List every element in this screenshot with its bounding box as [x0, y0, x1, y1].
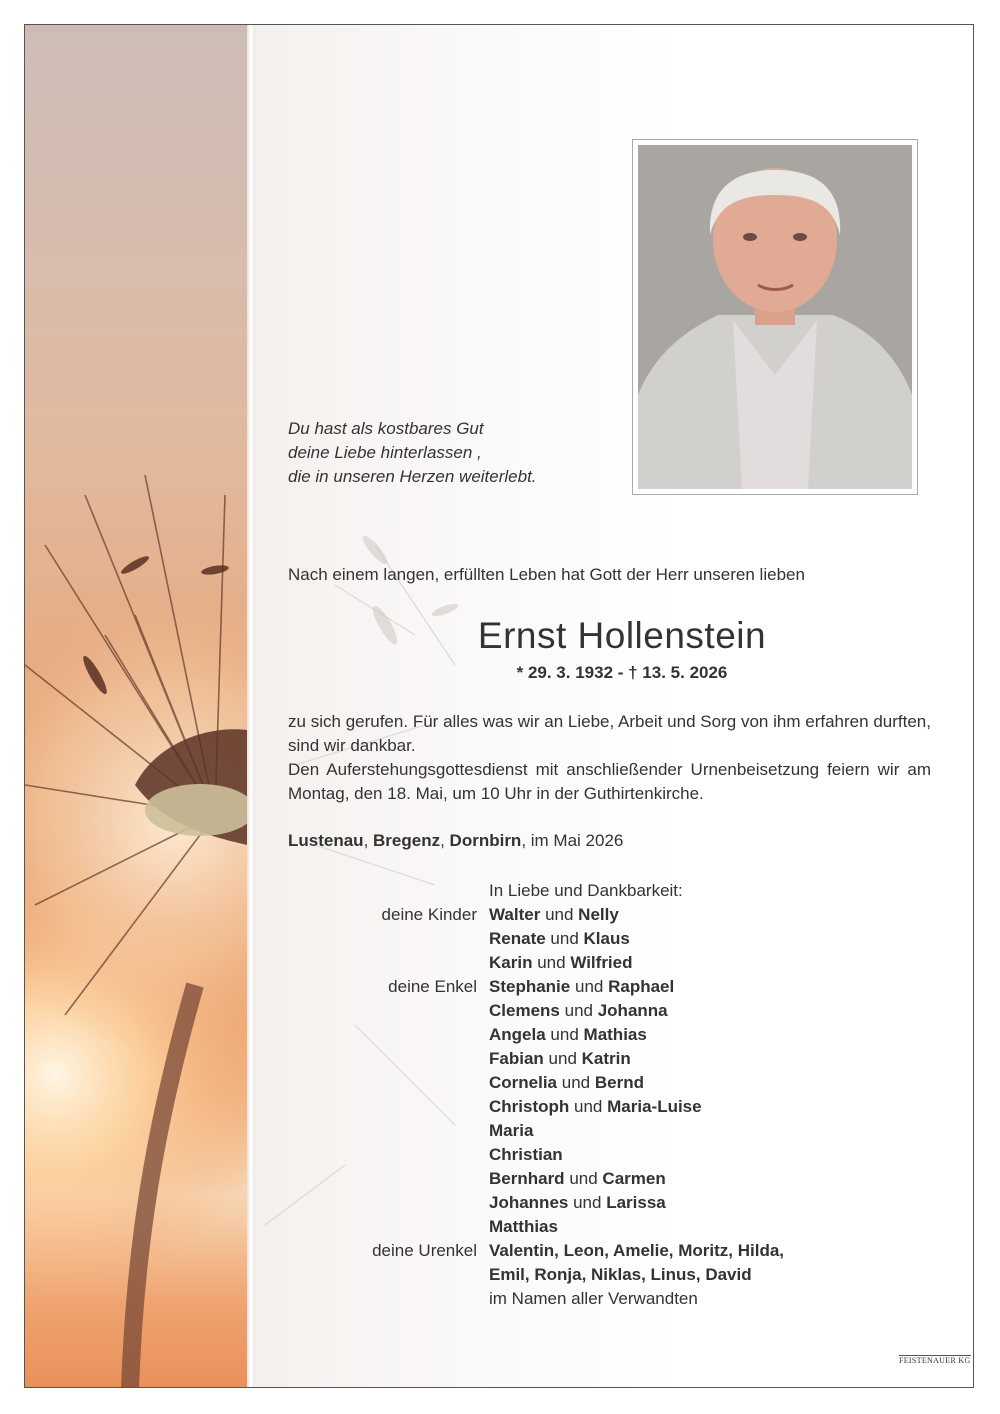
person-name: Larissa: [606, 1193, 666, 1212]
portrait-photo: [638, 145, 912, 489]
kinder-row: [288, 951, 956, 975]
poem-line: die in unseren Herzen weiterlebt.: [288, 467, 537, 486]
person-name: Karin: [489, 953, 533, 972]
urenkel-row: [288, 1263, 956, 1287]
enkel-row: [288, 1023, 956, 1047]
person-name: Bernd: [594, 1073, 644, 1092]
logo-suffix: KG: [958, 1356, 971, 1365]
urenkel-label: deine Urenkel: [372, 1241, 477, 1260]
person-name: Christian: [489, 1145, 563, 1164]
person-name: Mathias: [583, 1025, 647, 1044]
logo-name: FEISTENAUER: [899, 1356, 957, 1365]
conjunction: und: [550, 1025, 579, 1044]
enkel-row: [288, 999, 956, 1023]
places-line: [288, 831, 623, 851]
separator: ,: [440, 831, 450, 850]
urenkel-names: Emil, Ronja, Niklas, Linus, David: [489, 1265, 752, 1284]
enkel-row: [288, 1119, 956, 1143]
closing-row: [288, 1287, 956, 1311]
person-name: Johannes: [489, 1193, 569, 1212]
enkel-label: deine Enkel: [388, 977, 477, 996]
enkel-row: [288, 1191, 956, 1215]
person-name: Stephanie: [489, 977, 571, 996]
poem-line: Du hast als kostbares Gut: [288, 419, 484, 438]
conjunction: und: [537, 953, 566, 972]
place: Bregenz: [373, 831, 441, 850]
conjunction: und: [574, 1097, 603, 1116]
dandelion-sunset-image: [25, 25, 247, 1387]
enkel-row: [288, 1047, 956, 1071]
person-name: Nelly: [578, 905, 619, 924]
poem-line: deine Liebe hinterlassen ,: [288, 443, 482, 462]
enkel-row: [288, 1143, 956, 1167]
person-name: Wilfried: [570, 953, 633, 972]
person-name: Bernhard: [489, 1169, 565, 1188]
urenkel-row: [288, 1239, 956, 1263]
enkel-row: [288, 1215, 956, 1239]
place: Lustenau: [288, 831, 364, 850]
announcement-paragraph: zu sich gerufen. Für alles was wir an Liebe, Arbeit und Sorg von ihm erfahren durften, sind wir dankbar.: [288, 712, 931, 755]
mourners-heading-row: [288, 879, 956, 903]
enkel-row: [288, 1167, 956, 1191]
person-name: Maria: [489, 1121, 534, 1140]
conjunction: und: [550, 929, 579, 948]
announcement-paragraph: Den Auferstehungsgottesdienst mit anschließender Urnenbeisetzung feiern wir am Montag, den 18. Mai, um 10 Uhr in der Guthirtenkirche.: [288, 760, 931, 803]
enkel-row: [288, 1095, 956, 1119]
intro-text: Nach einem langen, erfüllten Leben hat Gott der Herr unseren lieben: [288, 565, 805, 584]
person-name: Christoph: [489, 1097, 570, 1116]
person-name: Walter: [489, 905, 541, 924]
conjunction: und: [574, 977, 604, 996]
conjunction: und: [564, 1001, 593, 1020]
person-name: Matthias: [489, 1217, 558, 1236]
person-name: Clemens: [489, 1001, 560, 1020]
conjunction: und: [545, 905, 574, 924]
person-name: Cornelia: [489, 1073, 558, 1092]
announcement-text: [288, 710, 931, 806]
date-line: , im Mai 2026: [521, 831, 624, 850]
person-name: Johanna: [597, 1001, 668, 1020]
funeral-home-logo: [899, 1355, 971, 1366]
conjunction: und: [561, 1073, 591, 1092]
conjunction: und: [569, 1169, 598, 1188]
person-name: Angela: [489, 1025, 546, 1044]
person-name: Carmen: [602, 1169, 666, 1188]
mourners-list: [288, 879, 956, 1311]
poem: [288, 417, 618, 489]
conjunction: und: [548, 1049, 577, 1068]
person-name: Raphael: [608, 977, 675, 996]
enkel-row: [288, 975, 956, 999]
obituary-card: [24, 24, 974, 1388]
kinder-label: deine Kinder: [381, 905, 477, 924]
conjunction: und: [573, 1193, 602, 1212]
deceased-name: Ernst Hollenstein: [477, 615, 767, 656]
divider-strip: [247, 25, 255, 1387]
person-name: Renate: [489, 929, 546, 948]
enkel-row: [288, 1071, 956, 1095]
kinder-row: [288, 927, 956, 951]
person-name: Maria-Luise: [607, 1097, 702, 1116]
person-name: Fabian: [489, 1049, 544, 1068]
urenkel-names: Valentin, Leon, Amelie, Moritz, Hilda,: [489, 1241, 785, 1260]
place: Dornbirn: [449, 831, 522, 850]
person-name: Katrin: [581, 1049, 631, 1068]
portrait-photo-frame: [632, 139, 918, 495]
closing-text: im Namen aller Verwandten: [489, 1289, 698, 1308]
separator: ,: [363, 831, 374, 850]
life-dates: * 29. 3. 1932 - † 13. 5. 2026: [516, 663, 728, 682]
mourners-heading: In Liebe und Dankbarkeit:: [489, 881, 683, 900]
kinder-row: [288, 903, 956, 927]
person-name: Klaus: [583, 929, 630, 948]
